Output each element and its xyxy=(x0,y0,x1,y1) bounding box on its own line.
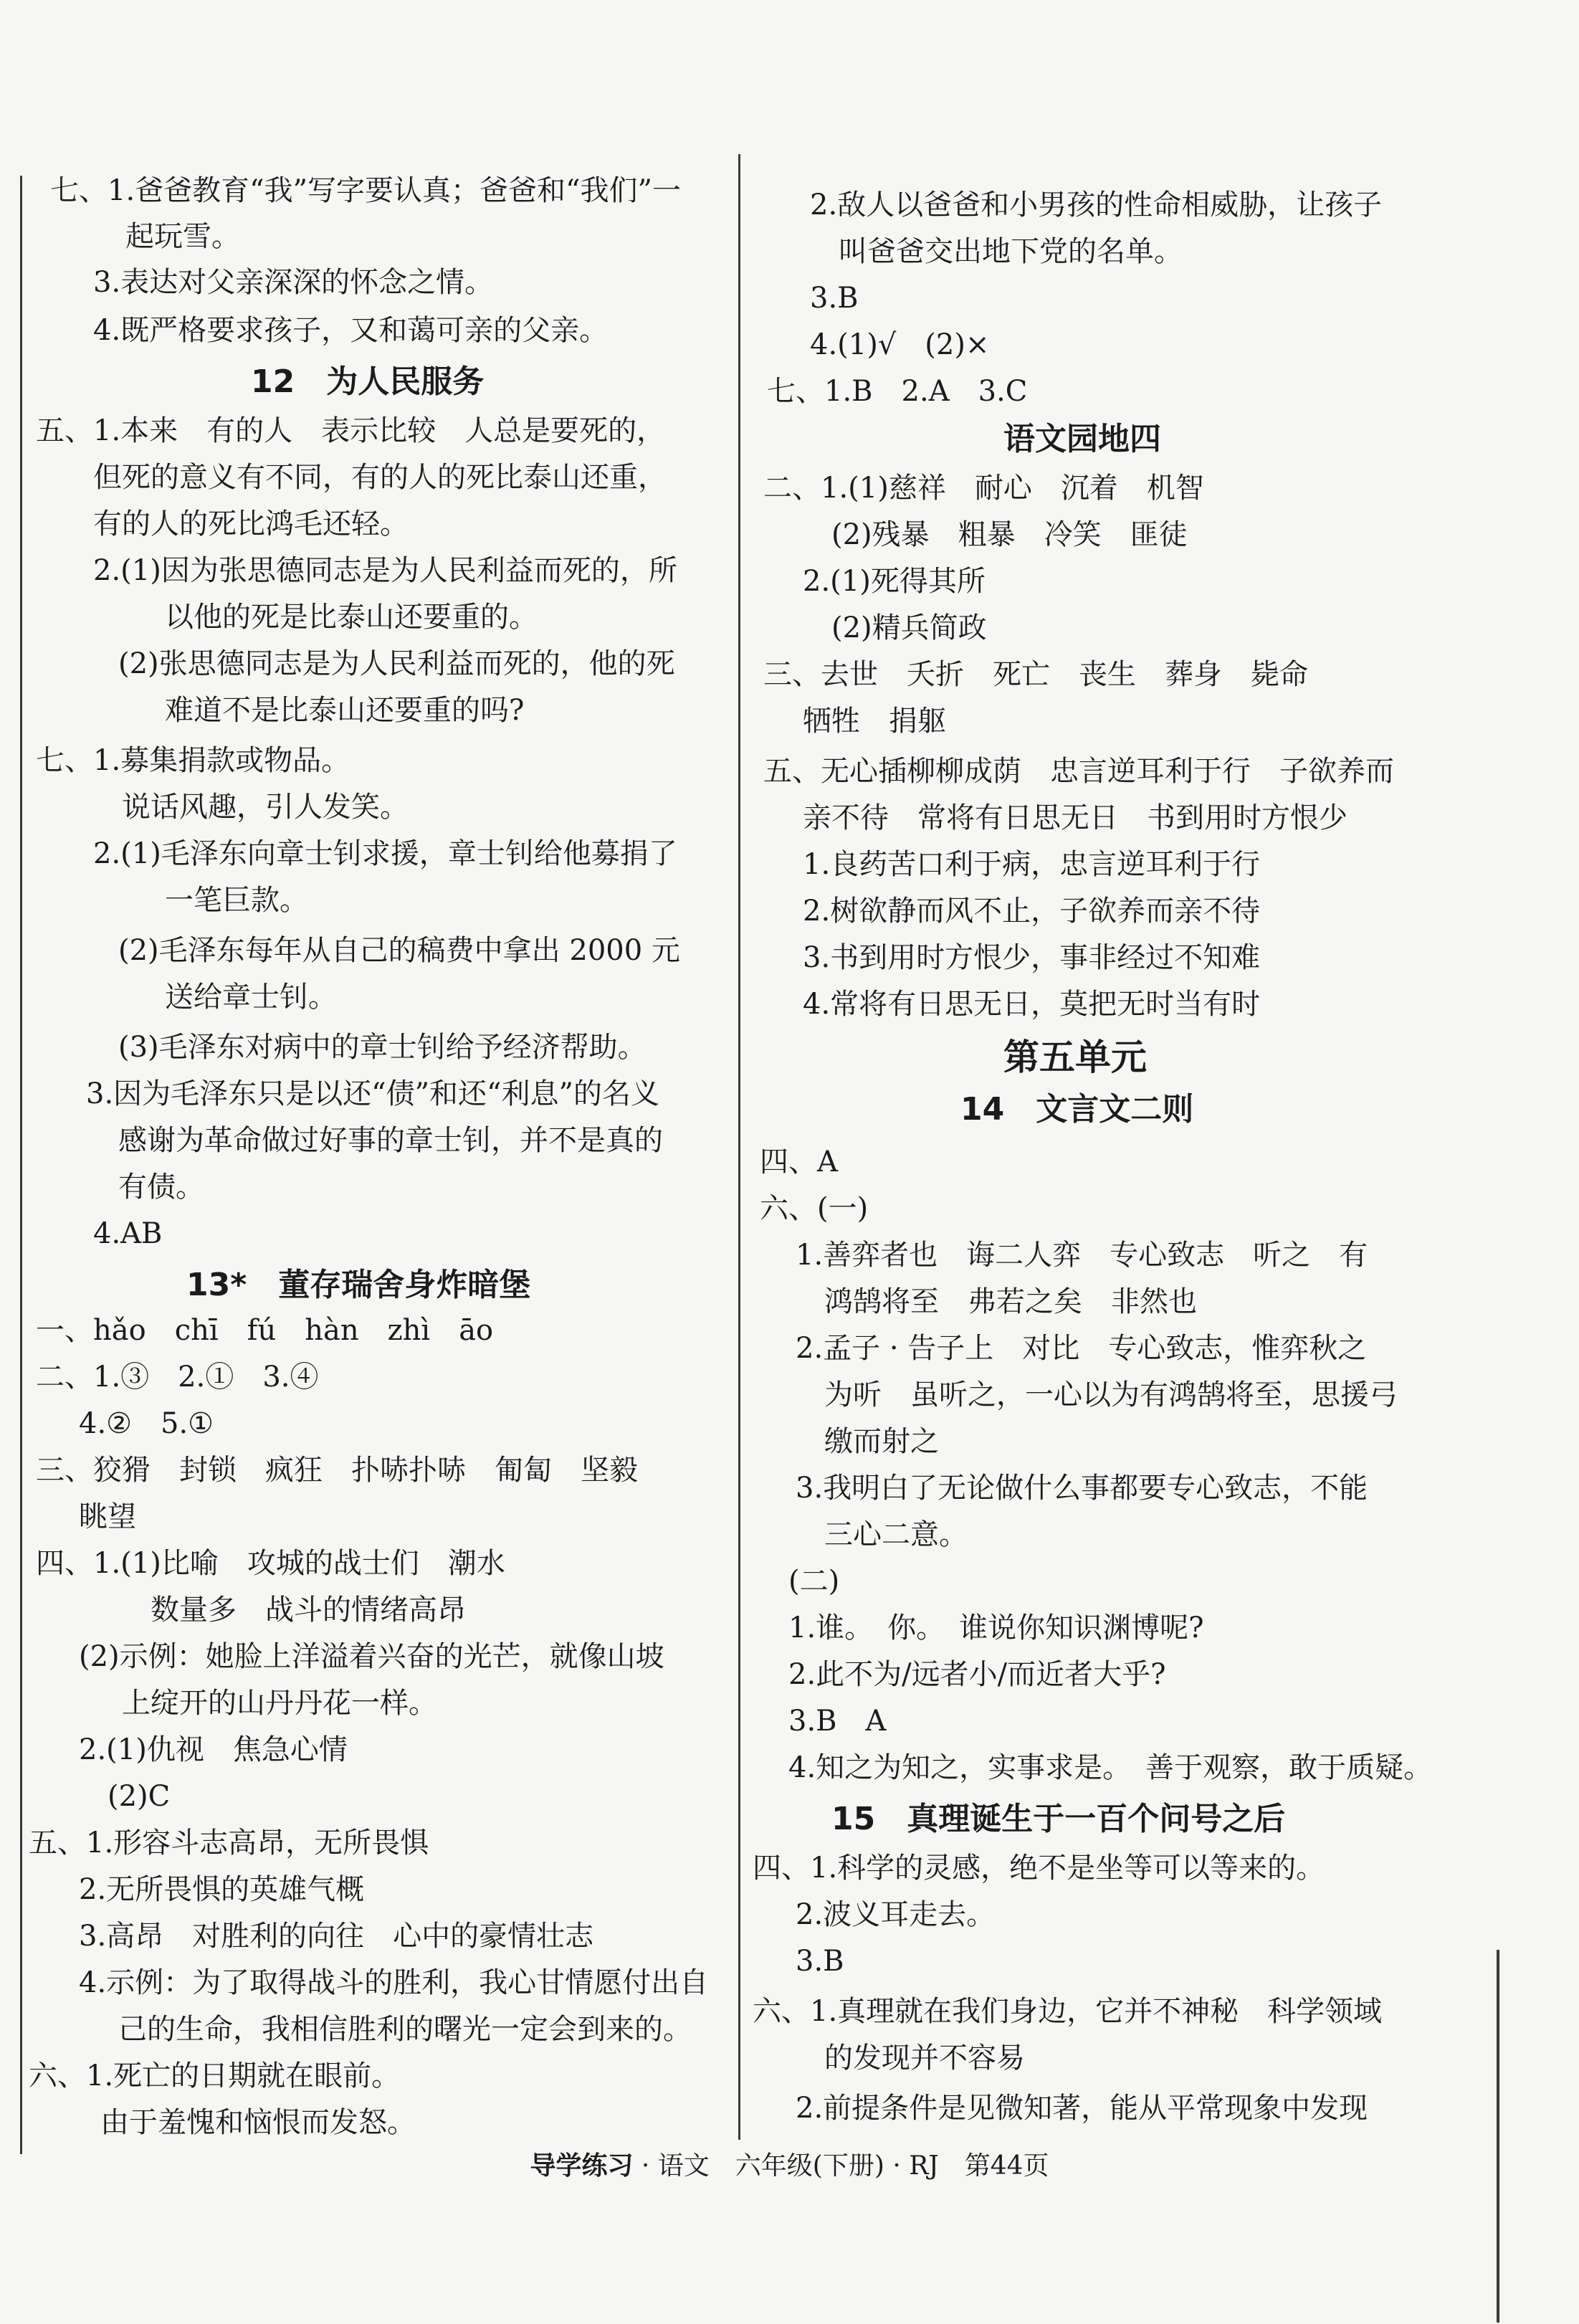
answer-line: 3.我明白了无论做什么事都要专心致志，不能 xyxy=(796,1472,1368,1505)
answer-line: 有债。 xyxy=(118,1171,204,1204)
answer-line: 二、1.(1)慈祥 耐心 沉着 机智 xyxy=(763,472,1204,505)
answer-line: 己的生命，我相信胜利的曙光一定会到来的。 xyxy=(118,2013,692,2046)
answer-line: 二、1.③ 2.① 3.④ xyxy=(36,1361,319,1394)
answer-line: 四、1.科学的灵感，绝不是坐等可以等来的。 xyxy=(753,1852,1325,1885)
answer-line: 四、1.(1)比喻 攻城的战士们 潮水 xyxy=(36,1547,505,1580)
answer-line: 4.常将有日思无日，莫把无时当有时 xyxy=(803,988,1261,1021)
right-margin-rule xyxy=(1497,1950,1499,2323)
answer-line: 有的人的死比鸿毛还轻。 xyxy=(93,508,409,540)
answer-line: (2)张思德同志是为人民利益而死的，他的死 xyxy=(118,647,675,680)
answer-line: 七、1.B 2.A 3.C xyxy=(767,375,1028,408)
answer-line: 以他的死是比泰山还要重的。 xyxy=(165,601,538,634)
answer-line: 3.B xyxy=(796,1945,844,1978)
section-heading: 14 文言文二则 xyxy=(960,1091,1194,1128)
answer-line: 2.前提条件是见微知著，能从平常现象中发现 xyxy=(796,2092,1368,2125)
answer-line: 亲不待 常将有日思无日 书到用时方恨少 xyxy=(803,801,1347,834)
answer-line: 但死的意义有不同，有的人的死比泰山还重， xyxy=(93,461,667,494)
answer-line: 七、1.爸爸教育“我”写字要认真；爸爸和“我们”一 xyxy=(50,174,681,207)
answer-line: 2.波义耳走去。 xyxy=(796,1898,996,1931)
answer-line: 4.示例：为了取得战斗的胜利，我心甘情愿付出自 xyxy=(79,1966,709,1999)
answer-line: 4.② 5.① xyxy=(79,1407,214,1440)
answer-line: (二) xyxy=(788,1565,840,1598)
answer-line: 五、无心插柳柳成荫 忠言逆耳利于行 子欲养而 xyxy=(763,755,1394,788)
answer-line: 说话风趣，引人发笑。 xyxy=(122,791,409,824)
answer-line: 三、狡猾 封锁 疯狂 扑哧扑哧 匍匐 坚毅 xyxy=(36,1454,638,1487)
answer-line: 4.知之为知之，实事求是。 善于观察，敢于质疑。 xyxy=(788,1751,1433,1784)
answer-line: 的发现并不容易 xyxy=(824,2042,1025,2075)
answer-line: (2)残暴 粗暴 冷笑 匪徒 xyxy=(831,518,1188,551)
answer-line: 起玩雪。 xyxy=(125,220,240,253)
answer-line: 三心二意。 xyxy=(824,1518,968,1551)
answer-line: 三、去世 夭折 死亡 丧生 葬身 毙命 xyxy=(763,658,1308,691)
answer-line: 由于羞愧和恼恨而发怒。 xyxy=(100,2106,416,2139)
answer-line: 牺牲 捐躯 xyxy=(803,705,946,738)
section-heading: 12 为人民服务 xyxy=(251,363,485,400)
answer-line: 4.AB xyxy=(93,1217,163,1250)
answer-line: 叫爸爸交出地下党的名单。 xyxy=(839,235,1183,268)
answer-line: 2.(1)仇视 焦急心情 xyxy=(79,1733,348,1766)
answer-line: 1.善弈者也 诲二人弈 专心致志 听之 有 xyxy=(796,1239,1368,1272)
answer-line: 3.B xyxy=(810,282,859,315)
answer-line: (2)C xyxy=(108,1780,171,1813)
answer-line: 鸿鹄将至 弗若之矣 非然也 xyxy=(824,1285,1197,1318)
answer-line: 四、A xyxy=(760,1146,838,1178)
footer-brand: 导学练习 xyxy=(530,2151,634,2181)
page-footer xyxy=(0,2151,1579,2182)
answer-line: 3.表达对父亲深深的怀念之情。 xyxy=(93,266,494,299)
answer-line: (2)示例：她脸上洋溢着兴奋的光芒，就像山坡 xyxy=(79,1640,664,1673)
answer-line: 六、(一) xyxy=(760,1192,869,1225)
answer-line: 缴而射之 xyxy=(824,1425,939,1458)
answer-line: 一、hǎo chī fú hàn zhì āo xyxy=(36,1314,494,1347)
answer-line: 2.孟子 · 告子上 对比 专心致志，惟弈秋之 xyxy=(796,1332,1367,1365)
answer-line: 感谢为革命做过好事的章士钊，并不是真的 xyxy=(118,1124,663,1157)
unit-heading: 第五单元 xyxy=(1003,1037,1147,1078)
left-margin-rule xyxy=(20,176,22,2154)
answer-line: 一笔巨款。 xyxy=(165,884,308,917)
answer-line: 2.(1)因为张思德同志是为人民利益而死的，所 xyxy=(93,554,677,587)
answer-line: 3.高昂 对胜利的向往 心中的豪情壮志 xyxy=(79,1920,594,1953)
answer-line: 上绽开的山丹丹花一样。 xyxy=(122,1687,437,1720)
answer-line: 七、1.募集捐款或物品。 xyxy=(36,744,350,777)
section-heading: 15 真理诞生于一百个问号之后 xyxy=(831,1801,1286,1837)
answer-line: 为听 虽听之，一心以为有鸿鹄将至，思援弓 xyxy=(824,1378,1398,1411)
answer-line: 2.(1)毛泽东向章士钊求援，章士钊给他募捐了 xyxy=(93,837,677,870)
answer-line: 3.因为毛泽东只是以还“债”和还“利息”的名义 xyxy=(86,1077,659,1110)
footer-text: · 语文 六年级(下册) · RJ 第44页 xyxy=(633,2151,1049,2181)
answer-line: 六、1.真理就在我们身边，它并不神秘 科学领域 xyxy=(753,1995,1383,2028)
answer-line: 数量多 战斗的情绪高昂 xyxy=(151,1594,466,1627)
answer-line: 4.(1)√ (2)× xyxy=(810,328,990,361)
answer-line: (3)毛泽东对病中的章士钊给予经济帮助。 xyxy=(118,1031,647,1064)
column-divider xyxy=(738,154,740,2140)
answer-line: (2)毛泽东每年从自己的稿费中拿出 2000 元 xyxy=(118,934,680,967)
answer-line: 五、1.形容斗志高昂，无所畏惧 xyxy=(29,1827,429,1859)
answer-line: 3.书到用时方恨少，事非经过不知难 xyxy=(803,941,1261,974)
section-heading: 语文园地四 xyxy=(1003,421,1161,457)
answer-line: 1.良药苦口利于病，忠言逆耳利于行 xyxy=(803,848,1261,881)
answer-line: 五、1.本来 有的人 表示比较 人总是要死的， xyxy=(36,414,666,447)
answer-line: 2.(1)死得其所 xyxy=(803,565,986,598)
answer-line: 眺望 xyxy=(79,1500,136,1533)
answer-line: 难道不是比泰山还要重的吗? xyxy=(165,694,525,727)
answer-line: 2.此不为/远者小/而近者大乎? xyxy=(788,1658,1166,1691)
answer-line: 六、1.死亡的日期就在眼前。 xyxy=(29,2059,401,2092)
answer-line: (2)精兵简政 xyxy=(831,611,987,644)
answer-line: 2.无所畏惧的英雄气概 xyxy=(79,1873,365,1906)
answer-line: 2.敌人以爸爸和小男孩的性命相威胁，让孩子 xyxy=(810,189,1383,222)
answer-line: 送给章士钊。 xyxy=(165,981,337,1014)
answer-line: 1.谁。 你。 谁说你知识渊博呢? xyxy=(788,1611,1204,1644)
answer-line: 4.既严格要求孩子，又和蔼可亲的父亲。 xyxy=(93,314,609,347)
answer-line: 2.树欲静而风不止，子欲养而亲不待 xyxy=(803,895,1261,928)
section-heading: 13* 董存瑞舍身炸暗堡 xyxy=(186,1267,531,1303)
answer-line: 3.B A xyxy=(788,1705,887,1738)
